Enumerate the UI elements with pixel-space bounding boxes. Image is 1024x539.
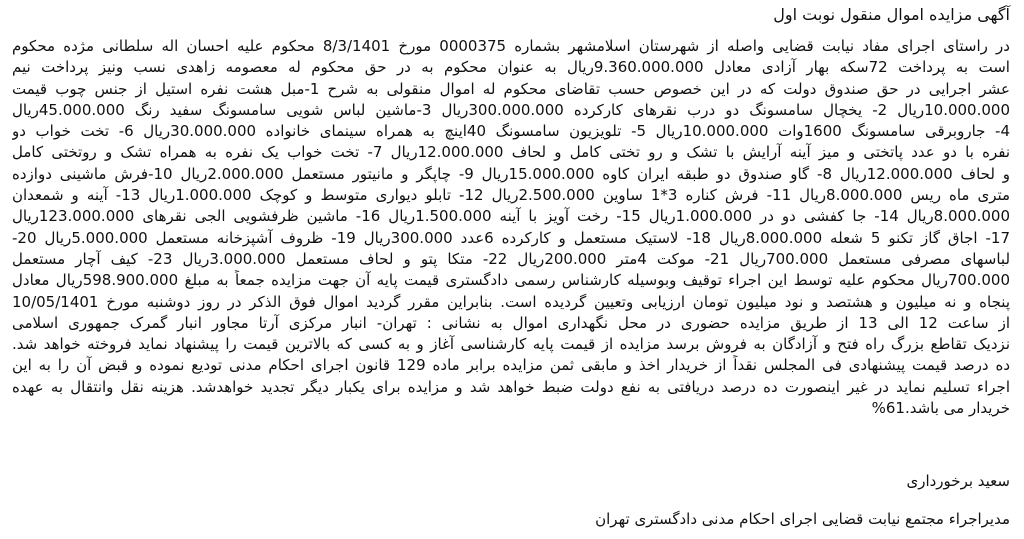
notice-line: لباسهای مصرفی مستعمل 700.000ریال 21- موکت 4متر 200.000ریال 22- متکا پتو و لحاف مستعمل 3.000.000ریال 23- کیف آچار مستعمل bbox=[12, 249, 1010, 268]
notice-line: 4- جاروبرقی سامسونگ 1600وات 10.000.000ریال 5- تلویزیون سامسونگ 40اینچ به همراه سینمای خانواده 30.000.000ریال 6- تخت خواب دو bbox=[12, 122, 1010, 141]
notice-line: نفره با دو عدد پاتختی و میز آینه آرایش با تشک و رو تختی کامل و لحاف 12.000.000ریال 7- تخت خواب یک نفره به همراه تشک و روتختی کامل bbox=[12, 143, 1010, 162]
notice-line: 8.000.000ریال 14- جا کفشی دو در 1.000.000ریال 15- رخت آویز با آینه 1.500.000ریال 16- ماشین ظرفشویی الجی نقرهای 123.000.000ریال bbox=[12, 207, 1010, 226]
notice-line: ده درصد قیمت پیشنهادی فی المجلس نقداً از خریدار اخذ و مابقی ثمن مزایده برابر ماده 129 قانون اجرای احکام مدنی تودیع نموده و قبض آن را به این bbox=[12, 356, 1010, 375]
notice-line: عشر اجرایی در حق صندوق دولت که در این خصوص حسب تقاضای محکوم له اموال منقولی به شرح 1-مبل هشت نفره استیل از جنس چوب قیمت bbox=[12, 79, 1010, 98]
notice-line: پنجاه و نه میلیون و هشتصد و نود میلیون تومان ارزیابی وتعیین گردیده است. بنابراین مقرر گردید اموال فوق الذکر در روز دوشنبه مورخ 10/05/1401 bbox=[12, 292, 1010, 311]
notice-line: است به پرداخت 72سکه بهار آزادی معادل 9.360.000.000ریال به عنوان محکوم به در حق محکوم له معصومه زاهدی نسب ونیز پرداخت نیم bbox=[12, 58, 1010, 77]
notice-title: آگهی مزایده اموال منقول نوبت اول bbox=[773, 5, 1010, 24]
notice-line: 10.000.000ریال 2- یخچال سامسونگ دو درب نقرهای کارکرده 300.000.000ریال 3-ماشین لباس شویی سامسونگ سفید رنگ 45.000.000ریال bbox=[12, 100, 1010, 119]
notice-line: در راستای اجرای مفاد نیابت قضایی واصله از شهرستان اسلامشهر بشماره 0000375 مورخ 8/3/1401 محکوم علیه احسان اله سلطانی مژده محکوم bbox=[12, 37, 1010, 55]
notice-line: 17- اجاق گاز تکنو 5 شعله 8.000.000ریال 18- لاستیک مستعمل و کارکرده 6عدد 300.000ریال 19- ظروف آشپزخانه مستعمل 5.000.000ریال 20- bbox=[12, 228, 1010, 247]
signatory-name: سعید برخورداری bbox=[906, 472, 1010, 490]
notice-body bbox=[12, 36, 1010, 419]
notice-line: از ساعت 12 الی 13 از طریق مزایده حضوری در محل نگهداری اموال به نشانی : تهران- انبار مرکزی آرتا مجاور انبار گمرک جمهوری اسلامی bbox=[12, 313, 1010, 332]
notice-line: 700.000ریال محکوم علیه توسط این اجراء توقیف وبوسیله کارشناس رسمی دادگستری قیمت پایه آن جهت مزایده جمعاً به مبلغ 598.900.000ریال معادل bbox=[12, 271, 1010, 290]
notice-line: اجراء تسلیم نماید در غیر اینصورت ده درصد دریافتی به نفع دولت ضبط خواهد شد و مزایده برای یکبار دیگر تجدید خواهدشد. هزینه نقل وانتقال به عهده bbox=[12, 377, 1010, 396]
notice-line-last: خریدار می باشد.61% bbox=[871, 399, 1010, 418]
notice-line: نزدیک تقاطع بزرگ راه فتح و آزادگان به فروش برسد مزایده از قیمت پایه کارشناسی آغاز و به کسی که بالاترین قیمت را پیشنهاد نماید فروخته خواهد شد. bbox=[12, 335, 1010, 354]
signatory-role: مدیراجراء مجتمع نیابت قضایی اجرای احکام مدنی دادگستری تهران bbox=[595, 510, 1010, 528]
notice-line: و لحاف 12.000.000ریال 8- گاو صندوق دو طبقه ایران کاوه 15.000.000ریال 9- چاپگر و مانیتور مستعمل 2.000.000ریال 10-فرش ماشینی دوازده bbox=[12, 164, 1010, 183]
notice-line: متری ماه ریس 8.000.000ریال 11- فرش کناره 3*1 ساوین 2.500.000ریال 12- تابلو دیواری متوسط و کوچک 1.000.000ریال 13- آینه و شمعدان bbox=[12, 186, 1010, 205]
